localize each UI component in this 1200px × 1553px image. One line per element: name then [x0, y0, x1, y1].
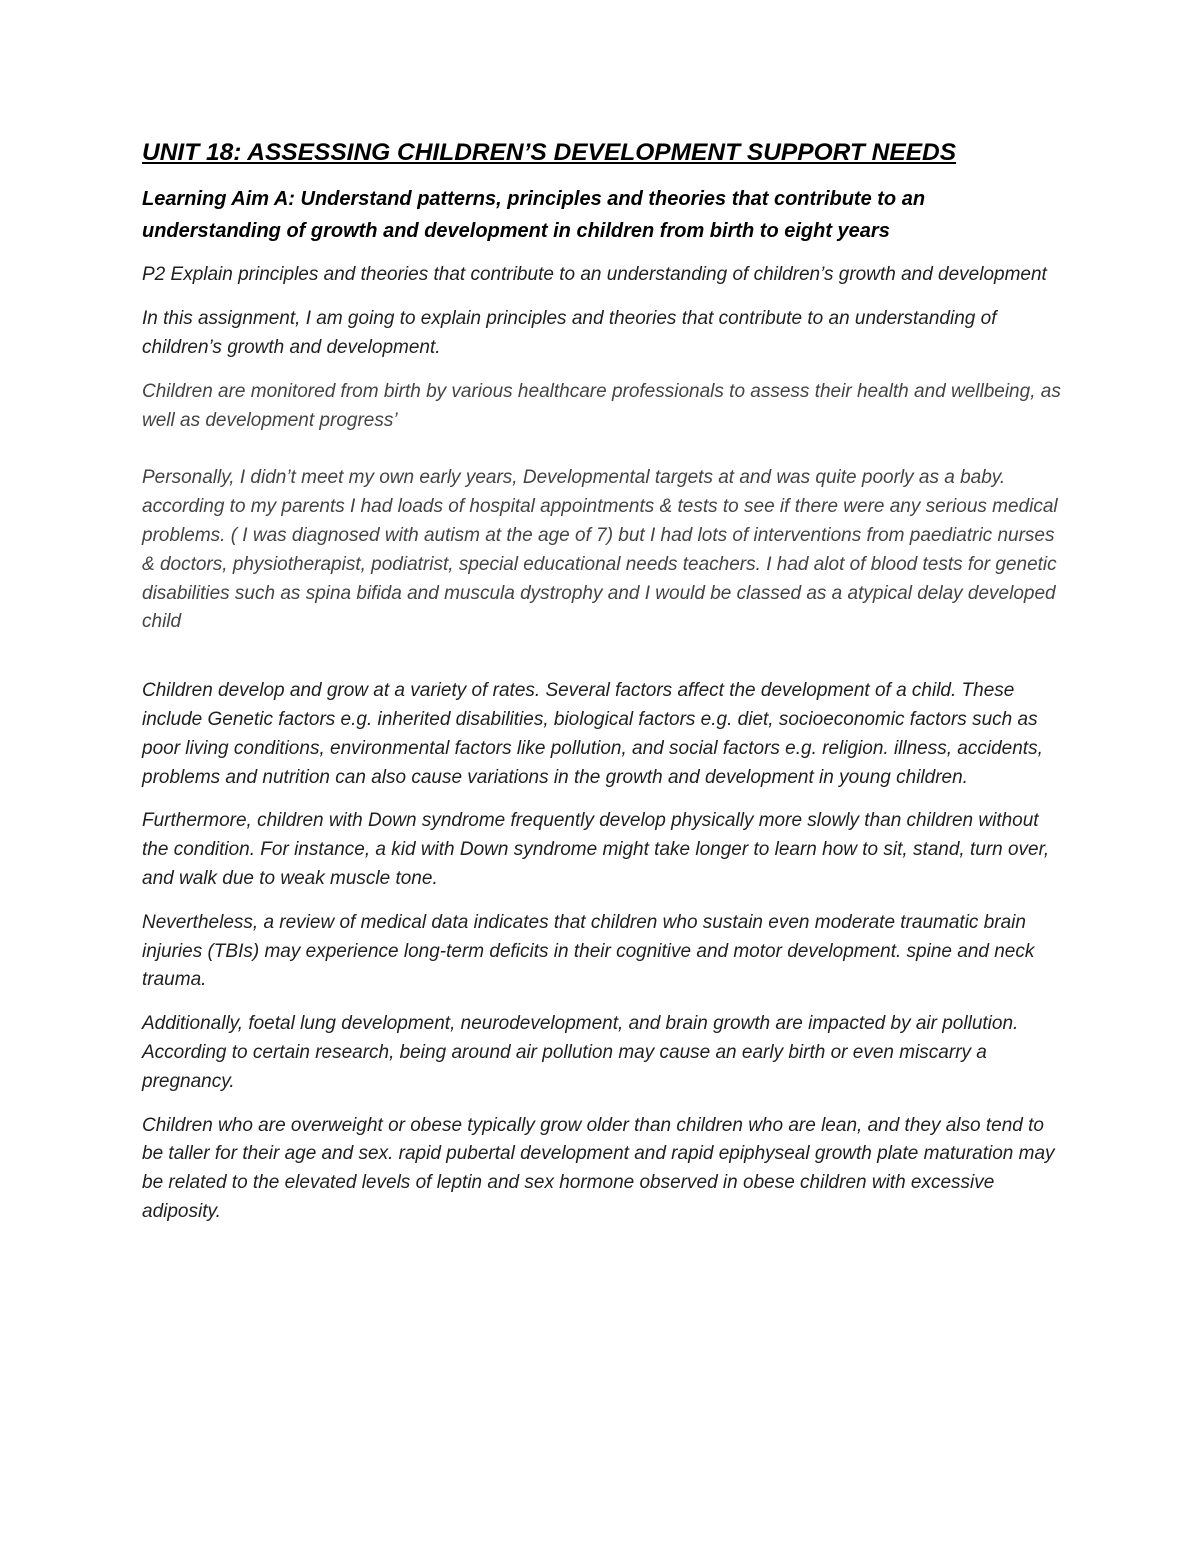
body-paragraph: Additionally, foetal lung development, neurodevelopment, and brain growth are impacted by air pollution. According to certain research, being around air pollution may cause an early birth or even miscarry a pregnancy. [142, 1013, 1019, 1092]
document-body [142, 138, 1062, 1242]
learning-aim-heading: Learning Aim A: Understand patterns, principles and theories that contribute to an understanding of growth and development in children from birth to eight years [142, 188, 926, 243]
body-paragraph: Children are monitored from birth by various healthcare professionals to assess their health and wellbeing, as well as development progress’ [142, 380, 1061, 431]
body-paragraph: Children who are overweight or obese typically grow older than children who are lean, and they also tend to be taller for their age and sex. rapid pubertal development and rapid epiphyseal growth plate maturation may be related to the elevated levels of leptin and sex hormone observed in obese children with excessive adiposity. [142, 1114, 1055, 1222]
body-paragraph: Children develop and grow at a variety of rates. Several factors affect the development of a child. These include Genetic factors e.g. inherited disabilities, biological factors e.g. diet, socioeconomic factors such as poor living conditions, environmental factors like pollution, and social factors e.g. religion. illness, accidents, problems and nutrition can also cause variations in the growth and development in young children. [142, 680, 1043, 788]
body-paragraph: Nevertheless, a review of medical data indicates that children who sustain even moderate traumatic brain injuries (TBIs) may experience long-term deficits in their cognitive and motor development. spine and neck trauma. [142, 911, 1035, 991]
intro-paragraph: In this assignment, I am going to explain principles and theories that contribute to an understanding of children’s growth and development. [142, 308, 997, 358]
body-paragraph: Personally, I didn’t meet my own early years, Developmental targets at and was quite poorly as a baby. according to my parents I had loads of hospital appointments & tests to see if there were any serious medical problems. ( I was diagnosed with autism at the age of 7) but I had lots of interventions from paediatric nurses & doctors, physiotherapist, podiatrist, special educational needs teachers. I had alot of blood tests for genetic disabilities such as spina bifida and muscula dystrophy and I would be classed as a atypical delay developed child [142, 467, 1058, 633]
document-title: UNIT 18: ASSESSING CHILDREN’S DEVELOPMENT SUPPORT NEEDS [142, 139, 957, 166]
body-paragraph: Furthermore, children with Down syndrome frequently develop physically more slowly than children without the condition. For instance, a kid with Down syndrome might take longer to learn how to sit, stand, turn over, and walk due to weak muscle tone. [142, 810, 1050, 889]
criterion-text: P2 Explain principles and theories that contribute to an understanding of children’s growth and development [142, 264, 1047, 286]
